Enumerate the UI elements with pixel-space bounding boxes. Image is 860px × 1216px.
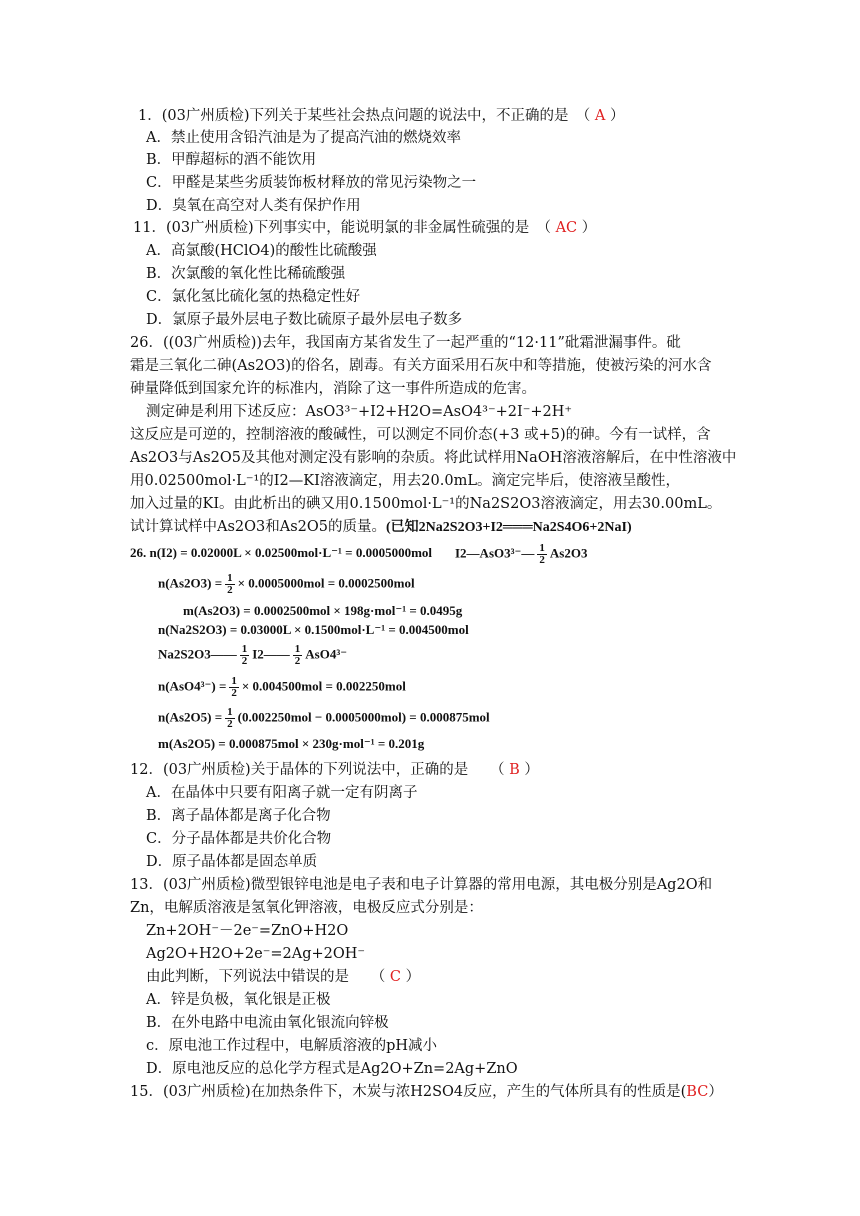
fraction-half: $\frac{1}{2}$	[231, 675, 237, 699]
q1-stem: 1．(03广州质检)下列关于某些社会热点问题的说法中，不正确的是 （ A ）	[138, 108, 625, 124]
q15-answer: BC	[686, 1084, 709, 1100]
q13-line-2: Zn，电解质溶液是氢氧化钾溶液，电极反应式分别是：	[130, 900, 483, 916]
q26-line-7: 用0.02500mol·L⁻¹的I2—KI溶液滴定，用去20.0mL。滴定完毕后，使溶液呈酸性，	[130, 473, 680, 489]
known-equation-note: (已知2Na2S2O3+I2═══Na2S4O6+2NaI)	[386, 520, 632, 535]
q1-answer: A	[594, 108, 606, 124]
q13-option-a: A．锌是负极，氧化银是正极	[146, 992, 331, 1008]
solution-line-7: n(As2O5) = $\frac{1}{2}$ (0.002250mol − 0.0005000mol) = 0.000875mol	[158, 706, 490, 730]
fraction-half: $\frac{1}{2}$	[227, 706, 233, 730]
solution-line-5: Na2S2O3—— $\frac{1}{2}$ I2—— $\frac{1}{2}$ AsO4³⁻	[158, 643, 348, 667]
q12-option-c: C．分子晶体都是共价化合物	[146, 831, 332, 847]
q12-option-b: B．离子晶体都是离子化合物	[146, 808, 331, 824]
q26-line-9: 试计算试样中As2O3和As2O5的质量。(已知2Na2S2O3+I2═══Na2S4O6+2NaI)	[130, 519, 632, 535]
q26-line-6: As2O3与As2O5及其他对测定没有影响的杂质。将此试样用NaOH溶液溶解后，在中性溶液中	[130, 450, 737, 466]
q11-stem: 11．(03广州质检)下列事实中，能说明氯的非金属性硫强的是 （ AC ）	[133, 220, 597, 236]
silver-oxide-electrode-equation: Ag2O+H2O+2e⁻=2Ag+2OH⁻	[146, 946, 366, 962]
q15-stem: 15．(03广州质检)在加热条件下，木炭与浓H2SO4反应，产生的气体所具有的性质是(BC）	[130, 1084, 723, 1100]
q1-option-d: D．臭氧在高空对人类有保护作用	[146, 198, 361, 214]
q11-option-b: B．次氯酸的氧化性比稀硫酸强	[146, 266, 346, 282]
solution-line-8: m(As2O5) = 0.000875mol × 230g·mol⁻¹ = 0.201g	[158, 736, 425, 751]
solution-line-1-relation: I2—AsO3³⁻— $\frac{1}{2}$ As2O3	[455, 542, 588, 566]
q11-option-c: C．氯化氢比硫化氢的热稳定性好	[146, 289, 361, 305]
q13-option-b: B．在外电路中电流由氧化银流向锌极	[146, 1015, 389, 1031]
q11-option-a: A．高氯酸(HClO4)的酸性比硫酸强	[146, 243, 377, 259]
q13-option-c: c．原电池工作过程中，电解质溶液的pH减小	[146, 1038, 438, 1054]
q26-line-8: 加入过量的KI。由此析出的碘又用0.1500mol·L⁻¹的Na2S2O3溶液滴定，用去30.00mL。	[130, 496, 722, 512]
solution-line-2: n(As2O3) = $\frac{1}{2}$ × 0.0005000mol = 0.0002500mol	[158, 572, 415, 596]
arsenic-reaction-equation: AsO3³⁻+I2+H2O=AsO4³⁻+2I⁻+2H⁺	[305, 404, 573, 420]
q12-option-a: A．在晶体中只要有阳离子就一定有阴离子	[146, 785, 418, 801]
q1-option-c: C．甲醛是某些劣质装饰板材释放的常见污染物之一	[146, 175, 477, 191]
q26-line-2: 霜是三氧化二砷(As2O3)的俗名，剧毒。有关方面采用石灰中和等措施，使被污染的河水含	[130, 358, 712, 374]
q13-answer: C	[389, 969, 401, 985]
solution-line-6: n(AsO4³⁻) = $\frac{1}{2}$ × 0.004500mol = 0.002250mol	[158, 675, 406, 699]
fraction-half: $\frac{1}{2}$	[241, 643, 248, 667]
q12-option-d: D．原子晶体都是固态单质	[146, 854, 318, 870]
fraction-half: $\frac{1}{2}$	[294, 643, 301, 667]
q13-stem: 由此判断，下列说法中错误的是 （ C ）	[146, 969, 421, 985]
q1-option-b: B．甲醇超标的酒不能饮用	[146, 152, 317, 168]
q11-answer: AC	[555, 220, 578, 236]
q26-line-1: 26．((03广州质检))去年，我国南方某省发生了一起严重的“12·11”砒霜泄漏事件。砒	[130, 335, 681, 351]
solution-line-3: m(As2O3) = 0.0002500mol × 198g·mol⁻¹ = 0.0495g	[183, 603, 463, 618]
q26-line-5: 这反应是可逆的，控制溶液的酸碱性，可以测定不同价态(+3 或+5)的砷。今有一试样，含	[130, 427, 711, 443]
q26-line-4: 测定砷是利用下述反应：AsO3³⁻+I2+H2O=AsO4³⁻+2I⁻+2H⁺	[146, 404, 573, 420]
q13-line-1: 13．(03广州质检)微型银锌电池是电子表和电子计算器的常用电源，其电极分别是Ag2O和	[130, 877, 713, 893]
solution-line-1: 26. n(I2) = 0.02000L × 0.02500mol·L⁻¹ = 0.0005000mol	[130, 545, 433, 560]
fraction-half: $\frac{1}{2}$	[227, 572, 233, 596]
fraction-half: $\frac{1}{2}$	[539, 542, 545, 566]
q12-answer: B	[509, 762, 520, 778]
q26-line-3: 砷量降低到国家允许的标准内，消除了这一事件所造成的危害。	[130, 381, 536, 397]
zinc-electrode-equation: Zn+2OH⁻－2e⁻=ZnO+H2O	[146, 923, 349, 939]
q13-option-d: D．原电池反应的总化学方程式是Ag2O+Zn=2Ag+ZnO	[146, 1061, 518, 1077]
q1-option-a: A．禁止使用含铅汽油是为了提高汽油的燃烧效率	[146, 130, 461, 146]
solution-line-4: n(Na2S2O3) = 0.03000L × 0.1500mol·L⁻¹ = 0.004500mol	[158, 622, 469, 637]
q12-stem: 12．(03广州质检)关于晶体的下列说法中，正确的是 （ B ）	[130, 762, 539, 778]
q11-option-d: D．氯原子最外层电子数比硫原子最外层电子数多	[146, 312, 463, 328]
